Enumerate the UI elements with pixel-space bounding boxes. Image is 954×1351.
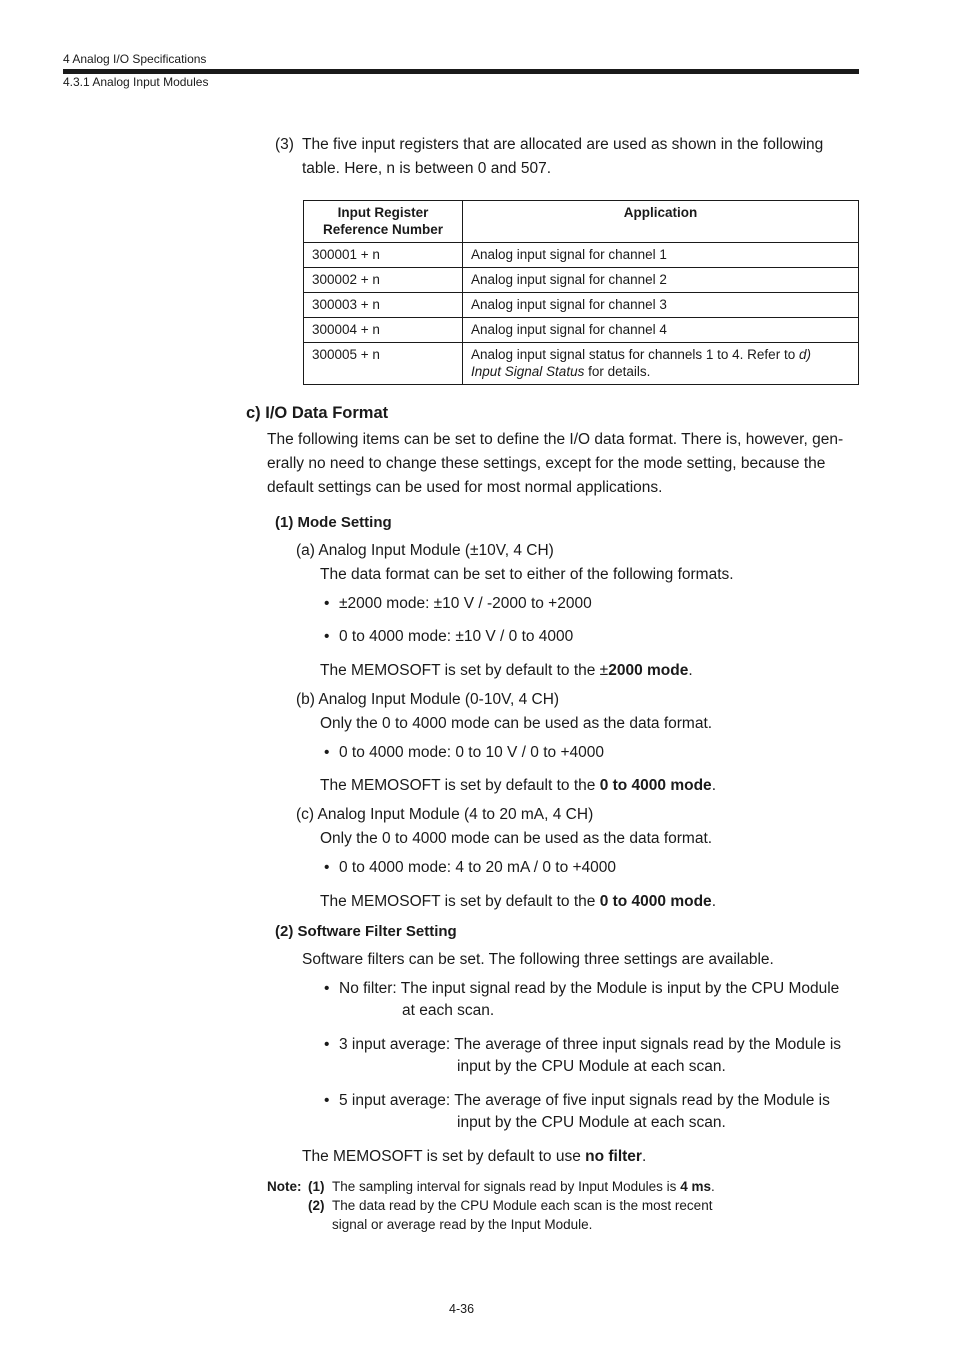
filter-item-2-line-2: input by the CPU Module at each scan. xyxy=(457,1058,726,1075)
mode-a-default: The MEMOSOFT is set by default to the ±2000 mode. xyxy=(320,662,693,679)
table-cell-application xyxy=(463,343,859,385)
section-para-line-2: erally no need to change these settings, except for the mode setting, because the xyxy=(267,455,826,472)
mode-b-desc: Only the 0 to 4000 mode can be used as the data format. xyxy=(320,715,713,732)
note-2-line-1: The data read by the CPU Module each scan is the most recent xyxy=(332,1198,713,1213)
table-cell-reference: 300005 + n xyxy=(304,343,463,385)
table-header-row xyxy=(304,201,859,243)
filter-item-3-line-2: input by the CPU Module at each scan. xyxy=(457,1114,726,1131)
note-1-number: (1) xyxy=(308,1179,325,1194)
table-cell-reference: 300003 + n xyxy=(304,293,463,318)
bullet-icon: • xyxy=(324,744,330,761)
intro-line-1: The five input registers that are allocated are used as shown in the following xyxy=(302,136,824,153)
table-header-reference-line-1: Input Register xyxy=(337,205,429,220)
bullet-icon: • xyxy=(324,1036,330,1053)
note-2-line-2: signal or average read by the Input Module. xyxy=(332,1217,593,1232)
table-cell-reference: 300002 + n xyxy=(304,268,463,293)
filter-default: The MEMOSOFT is set by default to use no filter. xyxy=(302,1148,647,1165)
bullet-icon: • xyxy=(324,595,330,612)
bullet-icon: • xyxy=(324,859,330,876)
intro-line-2: table. Here, n is between 0 and 507. xyxy=(302,160,552,177)
table-row xyxy=(304,243,859,268)
mode-a-bullet-2: 0 to 4000 mode: ±10 V / 0 to 4000 xyxy=(339,628,574,645)
table-header-reference-line-2: Reference Number xyxy=(322,222,444,237)
note-label: Note: xyxy=(267,1179,302,1194)
mode-setting-title: (1) Mode Setting xyxy=(275,514,392,531)
filter-item-1-line-2: at each scan. xyxy=(402,1002,495,1019)
mode-c-title: (c) Analog Input Module (4 to 20 mA, 4 CH) xyxy=(296,806,594,823)
intro-number: (3) xyxy=(275,136,294,153)
filter-item-3-line-1: 5 input average: The average of five input signals read by the Module is xyxy=(339,1092,830,1109)
table-row xyxy=(304,293,859,318)
table-row xyxy=(304,318,859,343)
table-row xyxy=(304,343,859,385)
mode-a-desc: The data format can be set to either of the following formats. xyxy=(320,566,734,583)
mode-c-bullet-1: 0 to 4000 mode: 4 to 20 mA / 0 to +4000 xyxy=(339,859,617,876)
note-1-text: The sampling interval for signals read by Input Modules is 4 ms. xyxy=(332,1179,715,1194)
filter-item-2-line-1: 3 input average: The average of three input signals read by the Module is xyxy=(339,1036,842,1053)
table-cell-reference: 300004 + n xyxy=(304,318,463,343)
table-cell-application: Analog input signal for channel 1 xyxy=(463,243,859,268)
status-ref-title: Input Signal Status xyxy=(471,364,585,379)
status-ref-letter: d) xyxy=(798,347,811,362)
table-cell-reference: 300001 + n xyxy=(304,243,463,268)
section-para-line-3: default settings can be used for most normal applications. xyxy=(267,479,663,496)
filter-desc: Software filters can be set. The following three settings are available. xyxy=(302,951,774,968)
mode-b-default: The MEMOSOFT is set by default to the 0 to 4000 mode. xyxy=(320,777,716,794)
mode-a-bullet-1: ±2000 mode: ±10 V / -2000 to +2000 xyxy=(339,595,592,612)
input-register-table xyxy=(303,200,859,385)
header-rule xyxy=(63,69,859,74)
mode-c-default: The MEMOSOFT is set by default to the 0 to 4000 mode. xyxy=(320,893,716,910)
page-number: 4-36 xyxy=(449,1302,475,1316)
filter-setting-title: (2) Software Filter Setting xyxy=(275,923,457,940)
status-text-a: Analog input signal status for channels 1 to 4. Refer to xyxy=(471,347,799,362)
table-row xyxy=(304,268,859,293)
mode-b-title: (b) Analog Input Module (0-10V, 4 CH) xyxy=(296,691,560,708)
mode-a-title: (a) Analog Input Module (±10V, 4 CH) xyxy=(296,542,554,559)
section-title-io-data-format: c) I/O Data Format xyxy=(246,404,389,422)
bullet-icon: • xyxy=(324,628,330,645)
table-cell-application: Analog input signal for channel 2 xyxy=(463,268,859,293)
header-section-title: 4 Analog I/O Specifications xyxy=(63,52,207,66)
table-header-application: Application xyxy=(463,201,859,243)
filter-item-1-line-1: No filter: The input signal read by the Module is input by the CPU Module xyxy=(339,980,840,997)
section-para-line-1: The following items can be set to define the I/O data format. There is, however, gen- xyxy=(267,431,844,448)
bullet-icon: • xyxy=(324,1092,330,1109)
note-2-number: (2) xyxy=(308,1198,325,1213)
status-text-d: for details. xyxy=(584,364,651,379)
table-cell-application: Analog input signal for channel 4 xyxy=(463,318,859,343)
bullet-icon: • xyxy=(324,980,330,997)
header-subsection-title: 4.3.1 Analog Input Modules xyxy=(63,75,209,89)
table-header-reference xyxy=(304,201,463,243)
mode-c-desc: Only the 0 to 4000 mode can be used as the data format. xyxy=(320,830,713,847)
mode-b-bullet-1: 0 to 4000 mode: 0 to 10 V / 0 to +4000 xyxy=(339,744,604,761)
table-cell-application: Analog input signal for channel 3 xyxy=(463,293,859,318)
